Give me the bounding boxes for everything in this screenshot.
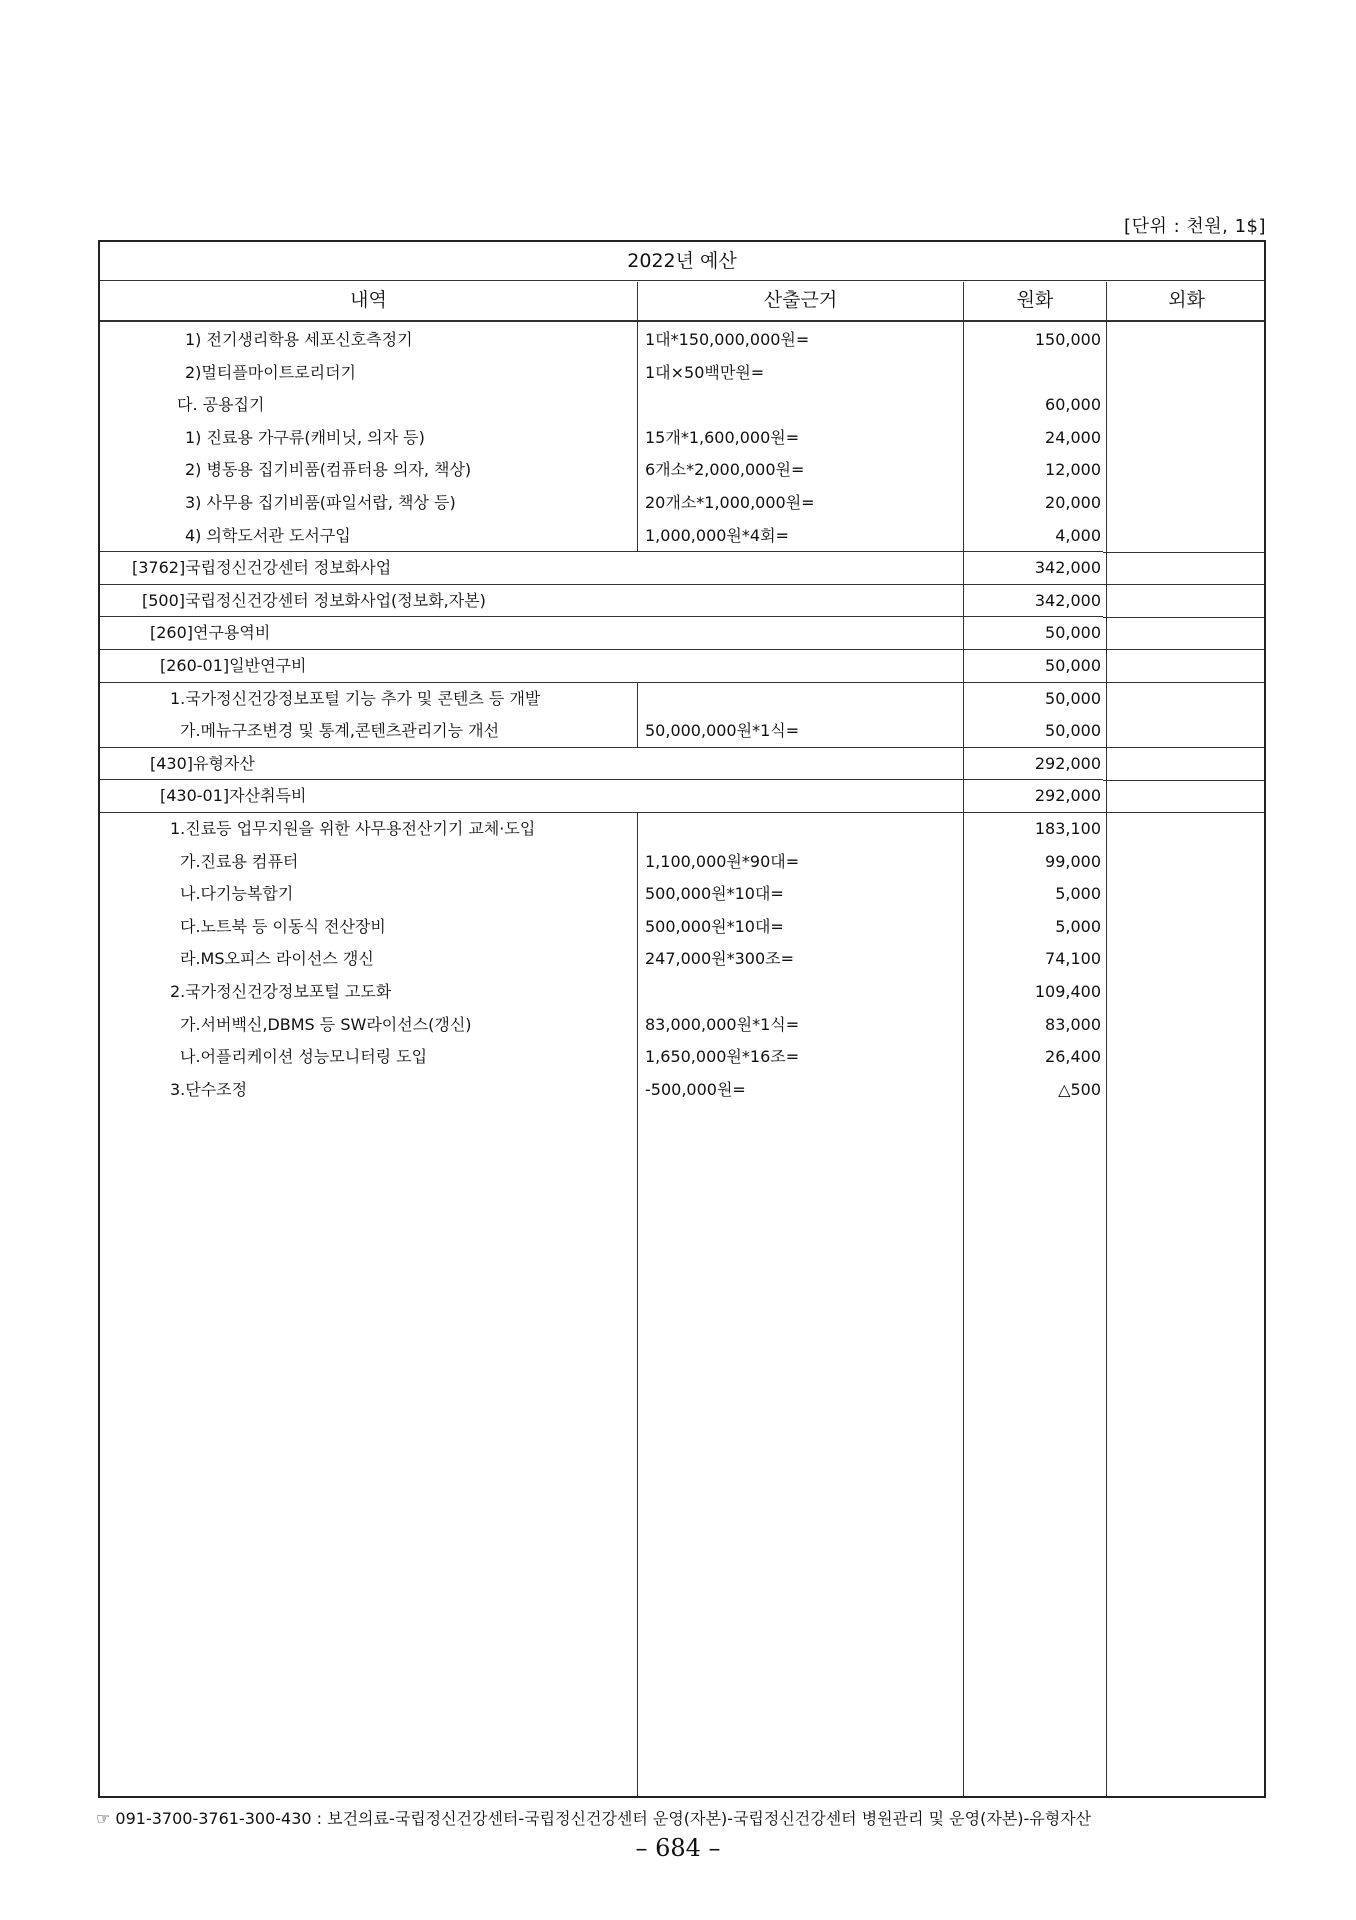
- budget-table: [98, 240, 1266, 1798]
- row-item: 나.다기능복합기: [180, 884, 294, 904]
- row-item: [260]연구용역비: [150, 623, 271, 643]
- merged-cell-divider: [963, 780, 964, 812]
- row-krw: 342,000: [1034, 590, 1101, 610]
- row-krw: 99,000: [1045, 851, 1101, 871]
- row-item: 나.어플리케이션 성능모니터링 도입: [180, 1047, 428, 1067]
- row-basis: -500,000원=: [645, 1079, 746, 1099]
- row-item: 3.단수조정: [170, 1079, 248, 1099]
- table-row: [100, 813, 1264, 845]
- table-row: [100, 683, 1264, 715]
- row-top-rule: [100, 584, 1103, 585]
- row-item: 다. 공용집기: [177, 395, 265, 415]
- row-krw: 74,100: [1045, 949, 1101, 969]
- table-row: [100, 976, 1264, 1008]
- merged-cell-divider: [963, 650, 964, 682]
- table-row: [100, 357, 1264, 389]
- header-divider: [100, 320, 1264, 322]
- table-row: [100, 454, 1264, 486]
- row-krw: 292,000: [1034, 753, 1101, 773]
- row-krw: 50,000: [1045, 721, 1101, 741]
- table-row: [100, 585, 1103, 617]
- row-basis: 247,000원*300조=: [645, 949, 795, 969]
- row-rule: [100, 682, 1264, 683]
- merged-cell-divider: [963, 552, 964, 584]
- row-krw: 12,000: [1045, 460, 1101, 480]
- table-row: [100, 552, 1103, 584]
- row-krw: 24,000: [1045, 427, 1101, 447]
- row-item: 2) 병동용 집기비품(컴퓨터용 의자, 책상): [185, 460, 472, 480]
- row-krw: 150,000: [1034, 330, 1101, 349]
- row-basis: 50,000,000원*1식=: [645, 721, 800, 741]
- table-row: [100, 1041, 1264, 1073]
- row-item: [3762]국립정신건강센터 정보화사업: [132, 558, 392, 578]
- row-krw: 60,000: [1045, 395, 1101, 415]
- row-item: 2)멀티플마이트로리더기: [185, 362, 356, 382]
- row-krw: △500: [1058, 1079, 1101, 1099]
- table-row: [100, 878, 1264, 910]
- table-row: [100, 324, 1264, 356]
- row-basis: 6개소*2,000,000원=: [645, 460, 805, 480]
- row-krw: 109,400: [1034, 982, 1101, 1001]
- row-item: 1.국가정신건강정보포털 기능 추가 및 콘텐츠 등 개발: [170, 688, 541, 708]
- table-row: [100, 422, 1264, 454]
- col-header-item: 내역: [350, 289, 387, 311]
- col-header-krw: 원화: [1016, 289, 1054, 311]
- table-row: [100, 715, 1264, 747]
- table-row: [100, 943, 1264, 975]
- row-basis: 15개*1,600,000원=: [645, 427, 800, 447]
- table-title: 2022년 예산: [627, 250, 737, 272]
- account-code-footer: ☞ 091-3700-3761-300-430 : 보건의료-국립정신건강센터-국립정신건강센터 운영(자본)-국립정신건강센터 병원관리 및 운영(자본)-유형자산: [96, 1809, 1092, 1828]
- table-row: [100, 520, 1264, 552]
- row-item: 가.메뉴구조변경 및 통계,콘텐츠관리기능 개선: [180, 721, 500, 741]
- row-top-rule: [100, 747, 1103, 748]
- row-basis: 83,000,000원*1식=: [645, 1014, 800, 1034]
- row-item: 가.진료용 컴퓨터: [180, 851, 299, 871]
- row-basis: 500,000원*10대=: [645, 916, 784, 936]
- row-item: 4) 의학도서관 도서구입: [185, 525, 351, 545]
- merged-cell-divider: [963, 748, 964, 780]
- row-krw: 50,000: [1045, 623, 1101, 643]
- table-row: [100, 650, 1103, 682]
- row-item: [500]국립정신건강센터 정보화사업(정보화,자본): [142, 590, 486, 610]
- row-krw: 4,000: [1055, 525, 1101, 545]
- row-item: 다.노트북 등 이동식 전산장비: [180, 916, 386, 936]
- row-basis: 500,000원*10대=: [645, 884, 784, 904]
- row-top-rule: [100, 779, 1103, 780]
- row-basis: 1,000,000원*4회=: [645, 525, 789, 545]
- table-row: [100, 389, 1264, 421]
- col-header-basis: 산출근거: [763, 289, 838, 311]
- row-item: [430]유형자산: [150, 753, 255, 773]
- col-header-foreign: 외화: [1168, 289, 1205, 311]
- row-krw: 5,000: [1055, 884, 1101, 904]
- unit-label: [단위 : 천원, 1$]: [1124, 216, 1266, 237]
- table-row: [100, 911, 1264, 943]
- row-krw: 183,100: [1034, 819, 1101, 838]
- row-basis: 20개소*1,000,000원=: [645, 493, 815, 512]
- row-krw: 50,000: [1045, 688, 1101, 708]
- page-number: – 684 –: [635, 1834, 721, 1862]
- table-row: [100, 617, 1103, 649]
- row-top-rule: [100, 551, 1103, 552]
- row-basis: 1대×50백만원=: [645, 362, 765, 382]
- row-item: 가.서버백신,DBMS 등 SW라이선스(갱신): [180, 1014, 472, 1034]
- row-item: 3) 사무용 집기비품(파일서랍, 책상 등): [185, 493, 456, 512]
- row-top-rule: [100, 649, 1103, 650]
- row-krw: 26,400: [1045, 1047, 1101, 1067]
- row-item: 1.진료등 업무지원을 위한 사무용전산기기 교체·도입: [170, 819, 536, 838]
- row-top-rule: [100, 616, 1103, 617]
- table-row: [100, 748, 1103, 780]
- table-row: [100, 1074, 1264, 1106]
- row-krw: 50,000: [1045, 656, 1101, 675]
- merged-cell-divider: [963, 617, 964, 649]
- row-basis: 1,650,000원*16조=: [645, 1047, 800, 1067]
- row-item: [430-01]자산취득비: [160, 786, 307, 806]
- table-row: [100, 1009, 1264, 1041]
- row-krw: 83,000: [1045, 1014, 1101, 1034]
- row-rule: [100, 812, 1264, 813]
- row-krw: 342,000: [1034, 558, 1101, 578]
- row-item: 1) 전기생리학용 세포신호측정기: [185, 330, 413, 349]
- table-row: [100, 846, 1264, 878]
- row-item: 1) 진료용 가구류(캐비닛, 의자 등): [185, 427, 425, 447]
- row-krw: 5,000: [1055, 916, 1101, 936]
- row-krw: 20,000: [1045, 493, 1101, 512]
- row-basis: 1,100,000원*90대=: [645, 851, 800, 871]
- table-row: [100, 780, 1103, 812]
- row-basis: 1대*150,000,000원=: [645, 330, 810, 349]
- row-krw: 292,000: [1034, 786, 1101, 806]
- row-item: 2.국가정신건강정보포털 고도화: [170, 982, 392, 1001]
- table-row: [100, 487, 1264, 519]
- merged-cell-divider: [963, 585, 964, 617]
- row-item: 라.MS오피스 라이선스 갱신: [180, 949, 374, 969]
- row-item: [260-01]일반연구비: [160, 656, 307, 675]
